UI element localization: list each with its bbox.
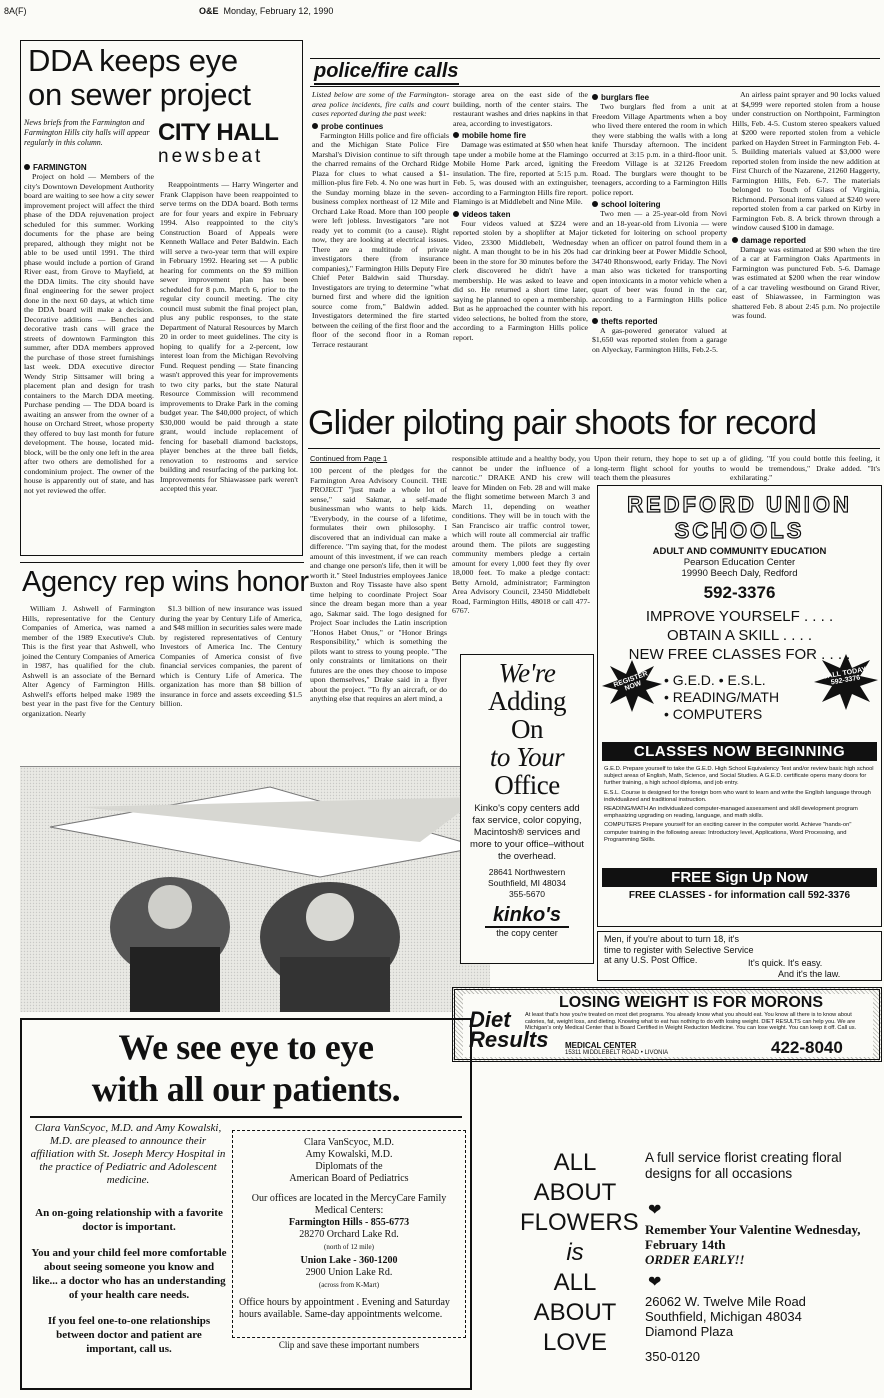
selective-service-ad: Men, if you're about to turn 18, it's time to register with Selective Service at any U.S. Post Office. It's quick. It's easy. And it's the law. bbox=[597, 931, 882, 981]
agency-col1: William J. Ashwell of Farmington Hills, representative for the Century Companies of America, was named a member of the 1989 Executive's Club. This is the first year that Ashwell, who joined the Century Companies of America in 1987, has qualified for the club. Ashwell is an associate of the Bernard Alter Agency of Farmington Hills. Ashwell's efforts helped make 1989 the best year in the past five for the Century organization. Nearly bbox=[22, 604, 155, 718]
page-number: 8A(F) bbox=[4, 6, 27, 16]
police-col3: burglars flee Two burglars fled from a unit at Freedom Village Apartments when a boy who lived there entered the room in which they were stabbing the walls with a long knife Thursday afternoon. The incident occurred at 3:15 p.m. in a third-floor unit. Freedom Village is at 32126 Freedom Road. The burglars were thought to be teenagers, according to a Farmington Hills police report. school loitering Two men — a 25-year-old from Novi and an 18-year-old from Livonia — were ticketed for loitering on school property when an officer on patrol found them in a car drinking beer at Power Middle School, 34740 Rhonswood, early Friday. The Novi man also was ticketed for transporting open intoxicants in a motor vehicle when a quart of beer was found in the car, according to a Farmington Hills police report. thefts reported A gas-powered generator valued at $1,650 was reported stolen from a garage on Alyeckay, Farmington Hills, Feb.2-5. bbox=[592, 93, 727, 354]
bullet-icon bbox=[592, 318, 598, 324]
diet-body: At least that's how you're treated on most diet programs. You already know what you should eat. You know all there is to know about calories, fat, weight loss, and dieting. Knowing what to eat has nothing to do with losing weight. DIET RESULTS can help you. We are Michigan's only Medical Center that is Board Certified in Weight Reduction Medicine. You can lose weight. You can keep it off. Call us. bbox=[525, 1012, 857, 1032]
classes-now-beginning-banner: CLASSES NOW BEGINNING bbox=[602, 742, 877, 761]
redford-union-ad: REDFORD UNION SCHOOLS ADULT AND COMMUNITY EDUCATION Pearson Education Center 19990 Beech Daly, Redford 592-3376 IMPROVE YOURSELF . . . . OBTAIN A SKILL . . . . NEW FREE CLASSES FOR . . . . REGISTER NOW CALL TODAY 592-3376 • G.E.D. • E.S.L. • READING/MATH • COMPUTERS CLASSES NOW BEGINNING G.E.D. Prepare yourself to take the G.E.D. High School Equivalency Test and/or review basic high school subject areas of English, Math, Science, and Social Studies. A G.E.D. certificate opens many doors for further training, a high school diploma, and job entry. E.S.L. Course is designed for the foreign born who want to learn and write the English language through individualized and traditional instruction. READING/MATH An individualized computer-managed assessment and skill development program emphasizing upgrading on reading, language, and math skills. COMPUTERS Prepare yourself for an exciting career in the computer world. Achieve "hands-on" computer training in the following areas: Introductory level, Applications, Word Processing, and Programming Skills. FREE Sign Up Now FREE CLASSES - for information call 592-3376 bbox=[597, 485, 882, 927]
pediatrics-comfort: You and your child feel more comfortable about seeing someone you know and like... a doctor who has an understanding of your health care needs. bbox=[31, 1247, 227, 1301]
bullet-icon bbox=[24, 164, 30, 170]
florist-tagline: A full service florist creating floral designs for all occasions bbox=[645, 1150, 842, 1181]
kinkos-logo: kinko's bbox=[485, 904, 569, 928]
register-now-label: REGISTER NOW bbox=[612, 670, 649, 693]
florist-address: 26062 W. Twelve Mile Road Southfield, Michigan 48034 Diamond Plaza 350-0120 bbox=[645, 1294, 806, 1364]
dda-col1: FARMINGTON Project on hold — Members of the city's Downtown Development Authority board are waiting to see how a city sewer improvement project will affect the third phase of the DDA rejuvenation project scheduled for this summer. Working documents for the phase are being prepared, although they might not be able to be used until 1991. The third phase would include a portion of Grand River east, from Grove to Mayfield, at the DDA limits. The city should have final engineering for the sewer project done in the next 60 days, at which time the DDA board will make a decision. Decorative additions — Benches and decorative trash cans will grace the streets of downtown Farmington this summer, after DDA members approved the purchase of those street furnishings last week. DDA executive director Wendy Strip Sittsamer will bring a placement plan and design for trash containers to the March DDA meeting. Purchase pending — The DDA board is awaiting an answer from the owner of a house on Orchard Street, whose property they offered to buy last month for future development. The house, located mid-block, will be the only one left in the area after two others are demolished for a condominium project. The owner of the house is apparently out of state, and has not yet reviewed the offer. bbox=[24, 163, 154, 495]
issue-date: Monday, February 12, 1990 bbox=[223, 6, 334, 16]
police-title: police/fire calls bbox=[314, 60, 459, 85]
police-col4: An airless paint sprayer and 90 locks valued at $4,999 were reported stolen from a house under construction on Northpoint, Farmington Hills, Feb. 4-5. Custom stereo speakers valued at $200 were reported stolen from a vehicle parked on Hayden Street in Farmington Feb. 4-5. Building materials valued at $3,000 were reported stolen from inside the new addition at First Church of the Nazarene, 21260 Haggerty, Farmington Hills, Feb. 6-7. The materials belonged to Touch of Glass of Virginia, Richmond. Personal items valued at $240 were reported stolen from a car parked on Kirby in Farmington Feb. 8. A brick thrown through a window caused $100 in damage. damage reported Damage was estimated at $90 when the tire of a car at Farmington Oaks Apartments in Farmington was punctured Feb. 5-6. Damage was estimated at $200 when the rear window of a car traveling westbound on Grand River, east of Shiawassee, in Farmington was shattered Feb. 8 about 2:45 p.m. No projectile was found. bbox=[732, 90, 880, 320]
bullet-icon bbox=[312, 123, 318, 129]
glider-col2: responsible attitude and a healthy body, you cannot be under the influence of a narcotic." DRAKE AND his crew will leave for Minden on Feb. 28 and will make the flight sometime between March 3 and March 11, depending on weather conditions. They will be in touch with the San Francisco air traffic control tower, which will route all commercial air traffic around them. The pilots are suggesting community members pledge a certain amount for every 1,000 feet they fly over 18,000 feet. To make a pledge contact: Betty Arnold, administrator; Farmington Area Advisory Council, 23450 Middlebelt Road, Farmington Hills, 48018 or call 477-6767. bbox=[452, 454, 590, 615]
diet-results-logo: Diet Results bbox=[469, 1007, 549, 1052]
florist-vertical-text: ALL ABOUT FLOWERS is ALL ABOUT LOVE bbox=[520, 1149, 639, 1356]
redford-course-descriptions: G.E.D. Prepare yourself to take the G.E.D. High School Equivalency Test and/or review basic high school subject areas of English, Math, Science, and Social Studies. A G.E.D. certificate opens many doors for further training, a high school diploma, and job entry. E.S.L. Course is designed for the foreign born who want to learn and write the English language through individualized and traditional instruction. READING/MATH An individualized computer-managed assessment and skill development program emphasizing upgrading on reading, language, and math skills. COMPUTERS Prepare yourself for an exciting career in the computer world. Achieve "hands-on" computer training in the following areas: Introductory level, Applications, Word Processing, and Programming Skills. bbox=[604, 766, 874, 843]
agency-col2: $1.3 billion of new insurance was issued during the year by Century Life of America, and $48 million in securities sales were made by registered representatives of Century Investors of America Inc. The Century Companies of America consist of five financial services companies, the parent of which is Century Life of America. The organization has more than $8 billion of insurance in force and assets exceeding $1.5 billion. bbox=[160, 604, 302, 708]
heart-icon: ❤ bbox=[648, 1274, 662, 1291]
pediatrics-call: If you feel one-to-one relationships between doctor and patient are important, call us. bbox=[47, 1315, 211, 1355]
pediatrics-relationship: An on-going relationship with a favorite doctor is important. bbox=[35, 1207, 223, 1233]
dda-intro: News briefs from the Farmington and Farmington Hills city halls will appear regularly in this column. bbox=[24, 118, 150, 147]
bullet-icon bbox=[453, 132, 459, 138]
bullet-icon bbox=[592, 201, 598, 207]
glider-photo bbox=[20, 766, 490, 1012]
free-sign-up-banner: FREE Sign Up Now bbox=[602, 868, 877, 887]
kinkos-body: Kinko's copy centers add fax service, color copying, Macintosh® services and more to your office–without the overhead. bbox=[470, 803, 584, 862]
pediatrics-intro: Clara VanScyoc, M.D. and Amy Kowalski, M.D. are pleased to announce their affiliation with St. Joseph Mercy Hospital in the practice of Pediatric and Adolescent medicine. bbox=[30, 1122, 226, 1186]
glider-col1: Continued from Page 1 100 percent of the pledges for the Farmington Area Advisory Council. THE PROJECT "just made a whole lot of sense," said Sakmar, a self-made businessman who wants to help kids. "Everybody, in the course of a lifetime, formulates their own philosophy. I discovered that an individual can make a difference. "I'm saying that, for the modest amount of this investment, if we can reach and change one person's life, then it will be worth it." Steel Industries employees Janice Buxton and Roy Tissaste have also spent time helping to coordinate Project Soar since the dream began more than a year ago, Sakmar said. The logo designed for Project Soar includes the Latin inscription "Honos Habet Onus," or "Honor Brings Responsibility," which is something the pilots want to stress to young people. "The only constraints or limitations on their futures are the ones they choose to impose upon themselves," Drake said in a flyer about the project. "To fly an aircraft, or do anything else that requires an alert mind, a bbox=[310, 454, 447, 703]
diet-headline: LOSING WEIGHT IS FOR MORONS bbox=[559, 994, 823, 1011]
heart-icon: ❤ bbox=[648, 1202, 662, 1219]
kinkos-headline-3: On bbox=[511, 714, 543, 744]
masthead bbox=[4, 6, 880, 18]
bullet-icon bbox=[453, 211, 459, 217]
diet-results-ad: LOSING WEIGHT IS FOR MORONS At least that's how you're treated on most diet programs. You already know what you should eat. You know all there is to know about calories, fat, weight loss, and dieting. Knowing what to eat has nothing to do with losing weight. DIET RESULTS can help you. We are Michigan's only Medical Center that is Board Certified in Weight Reduction Medicine. You can lose weight. You can keep it off. Call us. Diet Results MEDICAL CENTER 15311 MIDDLEBELT ROAD • LIVONIA 422-8040 bbox=[452, 987, 882, 1062]
glider-headline: Glider piloting pair shoots for record bbox=[308, 404, 817, 442]
clip-save-note: Clip and save these important numbers bbox=[278, 1340, 420, 1350]
dda-headline: DDA keeps eye on sewer project bbox=[28, 43, 251, 112]
kinkos-headline-2: Adding bbox=[488, 686, 566, 716]
bullet-icon bbox=[592, 94, 598, 100]
redford-title-1: REDFORD UNION bbox=[627, 492, 852, 517]
kinkos-headline-4: to Your bbox=[489, 742, 565, 772]
agency-headline: Agency rep wins honor bbox=[22, 566, 309, 598]
kinkos-ad: We're Adding On to Your Office Kinko's copy centers add fax service, color copying, Macintosh® services and more to your office–without the overhead. 28641 Northwestern Southfield, MI 48034 355-5670 kinko's the copy center bbox=[460, 654, 594, 964]
redford-phone: 592-3376 bbox=[703, 583, 776, 602]
police-col2: storage area on the east side of the building, north of the center stairs. The restaurant washes and dries napkins in that area, according to investigators. mobile home fire Damage was estimated at $50 when heat tape under a mobile home at the Flamingo Mobile Home Park arced, igniting the insulation. The fire, reported at 5:15 p.m. Feb. 5, was doused with an extinguisher, according to a Farmington Hills fire report. Flamingo is at Middlebelt and Nine Mile. videos taken Four videos valued at $224 were reported stolen by a shoplifter at Major Video, 23300 Middlebelt, Wednesday night. A man thought to be in his 20s had been in the store for 30 minutes before the clerk discovered he didn't have a membership. He was asked to leave and did so. He returned a short time later, saying he planned to open a membership. But as he approached the counter with his video selections, he bolted from the store, according to a Farmington Hills police report. bbox=[453, 90, 588, 342]
kinkos-tagline: the copy center bbox=[496, 928, 558, 938]
bullet-icon bbox=[732, 237, 738, 243]
city-hall-logo: CITY HALL newsbeat bbox=[158, 119, 279, 167]
redford-title-2: SCHOOLS bbox=[674, 518, 805, 543]
glider-col4: of gliding. "If you could bottle this feeling, it would be tremendous," Drake added. "It's exhilarating." bbox=[730, 454, 880, 482]
kinkos-headline-5: Office bbox=[494, 770, 560, 800]
paper-name: O&E bbox=[199, 6, 219, 16]
diet-phone: 422-8040 bbox=[771, 1038, 843, 1057]
pediatrics-clip-card: Clara VanScyoc, M.D. Amy Kowalski, M.D. Diplomats of the American Board of Pediatrics Our offices are located in the MercyCare Family Medical Centers: Farmington Hills - 855-6773 28270 Orchard Lake Rd. (north of 12 mile) Union Lake - 360-1200 2900 Union Lake Rd. (across from K-Mart) Office hours by appointment . Evening and Saturday hours available. Same-day appointments welcome. bbox=[232, 1130, 466, 1338]
free-classes-line: FREE CLASSES - for information call 592-3376 bbox=[628, 890, 851, 901]
pediatrics-headline: We see eye to eye with all our patients. bbox=[91, 1027, 401, 1109]
dda-col2: Reappointments — Harry Wingerter and Frank Clappison have been reappointed to serve terms on the DDA board. Both terms are for four years and expire in February 1994. Also reappointed to the city's Construction Board of Appeals were Kenneth Wallace and Peter Baldwin. Each will serve a two-year term that will expire in February 1992. Hearing set — A public hearing for comments on the $9 million sewer improvement plan has been scheduled for 8 p.m. March 6, prior to the regular city council meeting. The city council must submit the final project plan, plus any public responses, to the state Department of Natural Resources by March 20 in order to meet guidelines. The city is hoping to qualify for a 2-percent, low interest loan from the Michigan Revolving Fund. Request pending — State financing wasn't approved this year for improvements to two city parks, but the state Natural Resource Commission will recommend improvements to Drake Park in the coming budget year. The $40,000 project, of which $30,000 would be paid through a state grant, would include replacement of fencing for baseball diamond backstops, player benches at the three ball fields, renovation to restrooms and service building and resurfacing of the parking lot. Improvements for Shiawassee park weren't accepted this year. bbox=[160, 180, 298, 493]
glider-photo-illustration bbox=[20, 767, 490, 1012]
kinkos-headline-1: We're bbox=[498, 658, 556, 688]
glider-col3: Upon their return, they hope to set up a long-term flight school for youths to teach them the pleasures bbox=[594, 454, 726, 482]
florist-valentine: Remember Your Valentine Wednesday, February 14th ORDER EARLY!! bbox=[645, 1222, 861, 1267]
call-today-label: CALL TODAY 592-3376 bbox=[822, 666, 867, 687]
police-col1: Listed below are some of the Farmington-area police incidents, fire calls and court cases reported during the past week: probe continues Farmington Hills police and fire officials and the Michigan State Police Fire Marshal's Division continue to sift through the charred remains of the Orchard Ridge Plaza for clues to what caused a $1-million-plus fire Feb. 4. No one was hurt in the Sunday morning blaze in the seven-business complex northeast of 12 Mile and Orchard Lake Road. More than 100 people were left jobless. Investigators "are not ready yet to commit (to a cause). Right now, they are looking at electrical issues. There are a multitude of private investigators there (from insurance companies)," Farmington Hills Deputy Fire Chief Peter Baldwin said Thursday. Investigators are trying to determine "what burned first and where did the ignition source come from," Baldwin added. Investigators determined the fire started between the ceiling of the first floor and the floor of the second floor in a Roman Terrace restaurant bbox=[312, 90, 449, 349]
